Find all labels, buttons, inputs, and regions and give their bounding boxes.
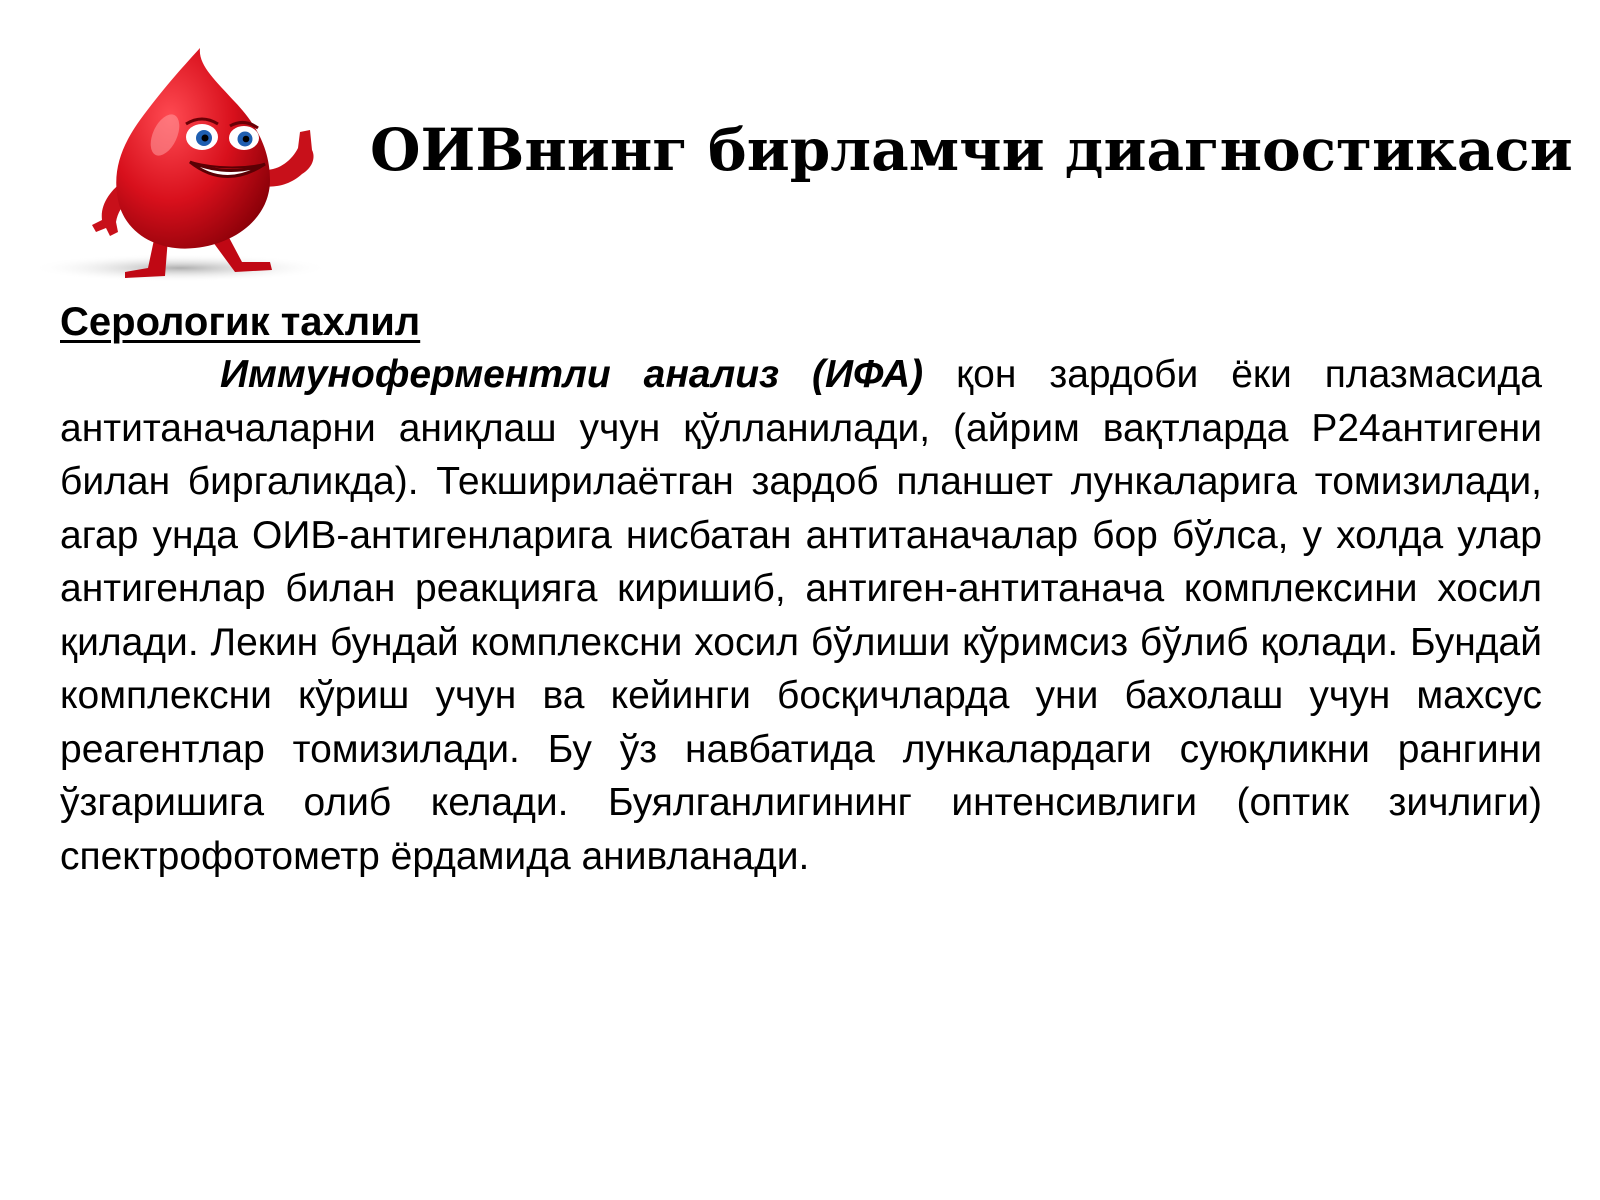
blood-drop-mascot-icon [30,40,340,290]
paragraph-text: қон зардоби ёки плазмасида антитаначаларни аниқлаш учун қўлланилади, (айрим вақтларда Р24антигени билан биргаликда). Текширилаётган зардоб планшет лункаларига томизилади, агар унда ОИВ-антигенларига нисбатан антитаначалар бор бўлса, у холда улар антигенлар билан реакцияга киришиб, антиген-антитанача комплексини хосил қилади. Лекин бундай комплексни хосил бўлиши кўримсиз бўлиб қолади. Бундай комплексни кўриш учун ва кейинги босқичларда уни бахолаш учун махсус реагентлар томизилади. Бу ўз навбатида лункалардаги суюқликни рангини ўзгаришига олиб келади. Буялганлигининг интенсивлиги (оптик зичлиги) спектрофотометр ёрдамида анивланади. [60,353,1542,878]
slide-title: ОИВнинг бирламчи диагностикаси [370,116,1573,184]
section-subheading: Серологик тахлил [60,300,421,344]
paragraph-term: Иммуноферментли анализ (ИФА) [220,353,924,396]
body-paragraph [60,348,1542,883]
